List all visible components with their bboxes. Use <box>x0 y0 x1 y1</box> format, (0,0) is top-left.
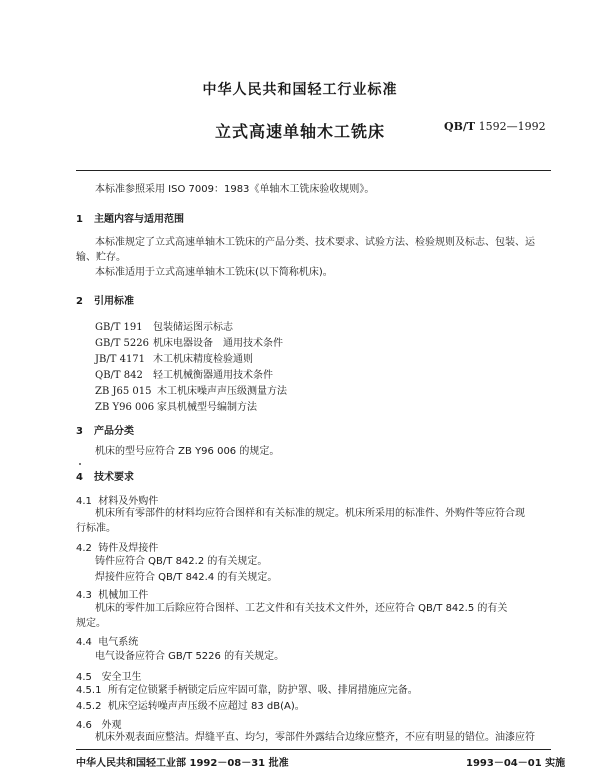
reference-item <box>95 334 283 349</box>
reference-item <box>95 398 257 413</box>
subsection-4-5-2-text: 机床空运转噪声声压级不应超过 83 dB(A)。 <box>107 701 305 712</box>
document-title: 立式高速单轴木工铣床 <box>214 122 385 141</box>
subsection-4-5-title: 安全卫生 <box>101 672 142 683</box>
subsection-4-3-title: 机械加工件 <box>98 590 149 601</box>
approval-line: 中华人民共和国轻工业部 1992－08－31 批准 <box>76 758 289 769</box>
subsection-4-6-number: 4.6 <box>76 720 92 731</box>
subsection-4-6-title: 外观 <box>101 720 122 731</box>
reference-item <box>95 366 273 381</box>
subsection-4-2-line-1: 铸件应符合 QB/T 842.2 的有关规定。 <box>95 556 268 567</box>
subsection-4-5-1-number: 4.5.1 <box>76 685 102 696</box>
section-3-number: 3 <box>76 426 83 437</box>
standard-code <box>444 120 546 133</box>
scan-speck <box>79 463 81 465</box>
header-divider <box>76 170 551 171</box>
reference-code: GB/T 5226 <box>95 338 150 349</box>
subsection-4-3-heading <box>76 586 148 601</box>
reference-code: ZB Y96 006 <box>95 402 155 413</box>
subsection-4-2-heading <box>76 539 158 554</box>
reference-code: QB/T 842 <box>95 370 143 381</box>
reference-item <box>95 382 287 397</box>
section-2-heading <box>76 292 134 307</box>
reference-item <box>95 350 253 365</box>
subsection-4-2-title: 铸件及焊接件 <box>98 543 159 554</box>
reference-name: 木工机床精度检验通则 <box>153 354 253 365</box>
reference-code: GB/T 191 <box>95 322 143 333</box>
subsection-4-1-line-1: 机床所有零部件的材料均应符合图样和有关标准的规定。机床所采用的标准件、外购件等应符合现 <box>95 508 525 519</box>
subsection-4-1-line-2: 行标准。 <box>76 523 116 534</box>
reference-item <box>95 318 233 333</box>
section-2-title: 引用标准 <box>94 296 134 307</box>
section-1-heading <box>76 210 184 225</box>
subsection-4-2-line-2: 焊接件应符合 QB/T 842.4 的有关规定。 <box>95 572 278 583</box>
reference-name: 家具机械型号编制方法 <box>157 402 257 413</box>
implementation-date: 1993－04－01 实施 <box>466 758 566 769</box>
subsection-4-4-number: 4.4 <box>76 637 92 648</box>
reference-code: ZB J65 015 <box>95 386 152 397</box>
subsection-4-5-1-text: 所有定位锁紧手柄锁定后应牢固可靠，防护罩、吸、排屑措施应完备。 <box>107 685 418 696</box>
subsection-4-5-2-number: 4.5.2 <box>76 701 102 712</box>
reference-name: 机床电器设备 通用技术条件 <box>153 338 283 349</box>
footer-divider <box>76 749 551 750</box>
subsection-4-6-line-1: 机床外观表面应整洁。焊缝平直、均匀，零部件外露结合边缘应整齐，不应有明显的错位。油漆应符 <box>95 732 535 743</box>
subsection-4-5-2 <box>76 700 305 713</box>
subsection-4-1-title: 材料及外购件 <box>98 496 159 507</box>
section-3-para-1: 机床的型号应符合 ZB Y96 006 的规定。 <box>95 446 280 457</box>
intro-text: 本标准参照采用 ISO 7009：1983《单轴木工铣床验收规则》。 <box>95 184 375 195</box>
reference-name: 木工机床噪声声压级测量方法 <box>157 386 287 397</box>
section-1-para-1-line-1: 本标准规定了立式高速单轴木工铣床的产品分类、技术要求、试验方法、检验规则及标志、包装、运 <box>95 237 535 248</box>
subsection-4-4-line-1: 电气设备应符合 GB/T 5226 的有关规定。 <box>95 651 285 662</box>
section-2-number: 2 <box>76 296 83 307</box>
section-3-heading <box>76 422 134 437</box>
section-4-number: 4 <box>76 472 83 483</box>
subsection-4-2-number: 4.2 <box>76 543 92 554</box>
section-1-para-2: 本标准适用于立式高速单轴木工铣床(以下简称机床)。 <box>95 267 333 278</box>
section-4-title: 技术要求 <box>94 472 134 483</box>
reference-name: 包装储运图示标志 <box>153 322 233 333</box>
reference-code: JB/T 4171 <box>95 354 146 365</box>
subsection-4-5-number: 4.5 <box>76 672 92 683</box>
section-1-title: 主题内容与适用范围 <box>94 214 184 225</box>
subsection-4-4-heading <box>76 633 138 648</box>
subsection-4-1-number: 4.1 <box>76 496 92 507</box>
section-4-heading <box>76 468 134 483</box>
standard-code-number: 1592—1992 <box>478 120 546 133</box>
subsection-4-3-number: 4.3 <box>76 590 92 601</box>
reference-name: 轻工机械衡器通用技术条件 <box>153 370 273 381</box>
section-3-title: 产品分类 <box>94 426 134 437</box>
standard-code-prefix: QB/T <box>444 120 476 133</box>
ministry-header: 中华人民共和国轻工行业标准 <box>202 82 398 98</box>
subsection-4-1-heading <box>76 492 158 507</box>
section-1-para-1-line-2: 输、贮存。 <box>76 252 126 263</box>
subsection-4-5-1 <box>76 684 418 697</box>
subsection-4-6-heading <box>76 716 121 731</box>
subsection-4-3-line-2: 规定。 <box>76 618 106 629</box>
subsection-4-5-heading <box>76 668 141 683</box>
subsection-4-3-line-1: 机床的零件加工后除应符合图样、工艺文件和有关技术文件外，还应符合 QB/T 842.5 的有关 <box>95 603 508 614</box>
subsection-4-4-title: 电气系统 <box>98 637 139 648</box>
section-1-number: 1 <box>76 214 83 225</box>
